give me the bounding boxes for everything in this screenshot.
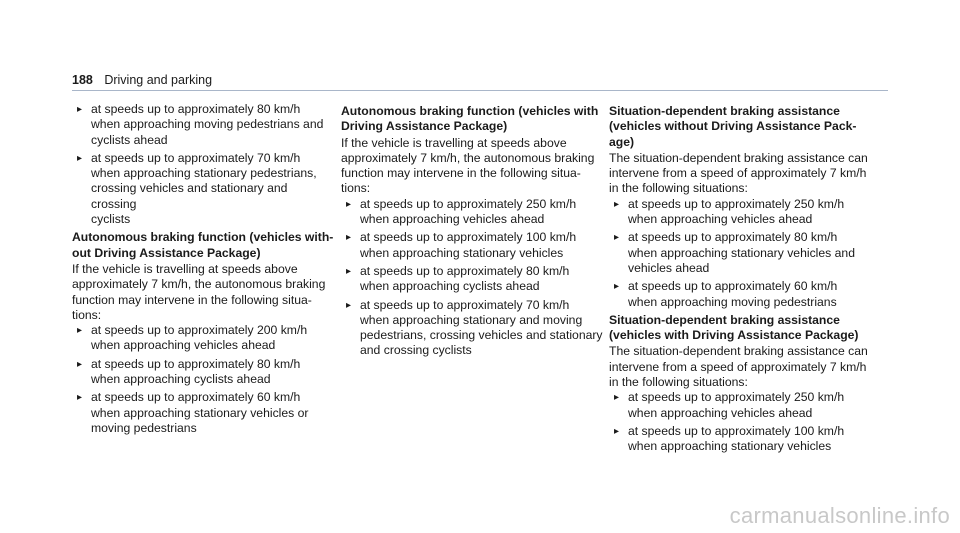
bullet-list: [72, 102, 334, 227]
bullet-list: [341, 197, 603, 359]
section-heading: Situation-dependent braking assistance (vehicles without Driving Assistance Pack- age): [609, 104, 857, 149]
bullet-list: [72, 323, 334, 436]
list-item: ▸ at speeds up to approximately 60 km/h when approaching moving pedestrians: [609, 279, 884, 310]
header-divider: [72, 90, 888, 91]
section-heading: Situation-dependent braking assistance (vehicles with Driving Assistance Package): [609, 312, 859, 343]
column-3: [609, 102, 884, 458]
bullet-list: [609, 197, 884, 310]
paragraph: The situation-dependent braking assistance can intervene from a speed of approximately 7 km/h in the following situations:: [609, 344, 868, 390]
list-item: ▸ at speeds up to approximately 100 km/h when approaching stationary vehicles: [341, 230, 603, 261]
section-heading: Autonomous braking function (vehicles with- out Driving Assistance Package): [72, 230, 334, 260]
list-item: ▸ at speeds up to approximately 250 km/h when approaching vehicles ahead: [609, 197, 884, 228]
column-1: [72, 102, 334, 439]
paragraph: If the vehicle is travelling at speeds above approximately 7 km/h, the autonomous braking function may intervene in the following situa- tions:: [341, 135, 595, 196]
page-header: [72, 72, 888, 90]
section-heading: Autonomous braking function (vehicles with Driving Assistance Package): [341, 104, 599, 134]
paragraph: If the vehicle is travelling at speeds above approximately 7 km/h, the autonomous braking function may intervene in the following situa- tions:: [72, 261, 326, 322]
list-item: ▸ at speeds up to approximately 60 km/h when approaching stationary vehicles or moving pedestrians: [72, 390, 334, 436]
list-item: ▸ at speeds up to approximately 70 km/h when approaching stationary pedestrians, crossing vehicles and stationary and crossing cyclists: [72, 151, 334, 227]
list-item: ▸ at speeds up to approximately 80 km/h when approaching moving pedestrians and cyclists ahead: [72, 102, 334, 148]
watermark: carmanualsonline.info: [729, 503, 950, 528]
section-title: Driving and parking: [104, 73, 213, 87]
list-item: ▸ at speeds up to approximately 80 km/h when approaching cyclists ahead: [72, 357, 334, 388]
paragraph: The situation-dependent braking assistance can intervene from a speed of approximately 7 km/h in the following situations:: [609, 150, 868, 196]
bullet-list: [609, 390, 884, 454]
list-item: ▸ at speeds up to approximately 250 km/h when approaching vehicles ahead: [341, 197, 603, 228]
list-item: ▸ at speeds up to approximately 70 km/h when approaching stationary and moving pedestrians, crossing vehicles and stationary and crossing cyclists: [341, 298, 603, 359]
list-item: ▸ at speeds up to approximately 200 km/h when approaching vehicles ahead: [72, 323, 334, 354]
column-2: [341, 102, 603, 362]
list-item: ▸ at speeds up to approximately 80 km/h when approaching stationary vehicles and vehicles ahead: [609, 230, 884, 276]
list-item: ▸ at speeds up to approximately 100 km/h when approaching stationary vehicles: [609, 424, 884, 455]
list-item: ▸ at speeds up to approximately 80 km/h when approaching cyclists ahead: [341, 264, 603, 295]
page-number: 188: [72, 73, 93, 87]
list-item: ▸ at speeds up to approximately 250 km/h when approaching vehicles ahead: [609, 390, 884, 421]
